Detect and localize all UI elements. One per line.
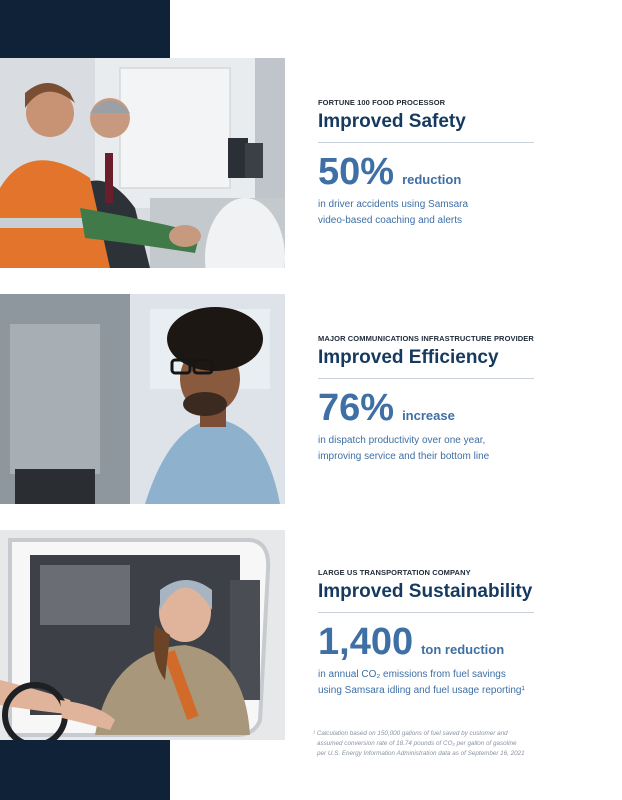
footnote-line: per U.S. Energy Information Administration data as of September 16, 2021 <box>317 750 525 757</box>
company-label: FORTUNE 100 FOOD PROCESSOR <box>318 98 446 107</box>
section-headline: Improved Safety <box>318 111 466 132</box>
band-gap <box>0 268 170 294</box>
footnote-line: ¹ Calculation based on 150,000 gallons of fuel saved by customer and <box>313 730 508 737</box>
divider <box>318 378 534 379</box>
section-headline: Improved Sustainability <box>318 581 533 602</box>
stat-unit: ton reduction <box>421 642 505 657</box>
description-line: in annual CO₂ emissions from fuel savings <box>318 669 506 680</box>
description-line: improving service and their bottom line <box>318 451 490 462</box>
stat-description <box>318 197 534 229</box>
stat-description <box>318 667 534 699</box>
stat-value: 50% <box>318 151 395 193</box>
stat-value: 1,400 <box>318 621 414 663</box>
section-headline: Improved Efficiency <box>318 347 499 368</box>
stat-row <box>318 153 534 191</box>
case-study-efficiency <box>318 334 534 465</box>
stat-unit: increase <box>402 408 455 423</box>
description-line: in driver accidents using Samsara <box>318 199 469 210</box>
divider <box>318 612 534 613</box>
description-line: video-based coaching and alerts <box>318 215 462 226</box>
stat-row <box>318 389 534 427</box>
band-gap <box>0 504 170 530</box>
footnote <box>313 729 563 759</box>
young-man-with-glasses-photo <box>0 294 285 504</box>
case-study-sustainability <box>318 568 534 699</box>
stat-description <box>318 433 534 465</box>
description-line: in dispatch productivity over one year, <box>318 435 486 446</box>
stat-unit: reduction <box>402 172 462 187</box>
smiling-truck-driver-photo <box>0 530 285 740</box>
description-line: using Samsara idling and fuel usage reporting¹ <box>318 685 525 696</box>
two-men-at-computers-photo <box>0 58 285 268</box>
footnote-line: assumed conversion rate of 18.74 pounds of CO₂ per gallon of gasoline <box>317 740 517 747</box>
stat-row <box>318 623 534 661</box>
case-study-safety <box>318 98 534 229</box>
company-label: LARGE US TRANSPORTATION COMPANY <box>318 568 471 577</box>
stat-value: 76% <box>318 387 395 429</box>
divider <box>318 142 534 143</box>
company-label: MAJOR COMMUNICATIONS INFRASTRUCTURE PROVIDER <box>318 334 534 343</box>
